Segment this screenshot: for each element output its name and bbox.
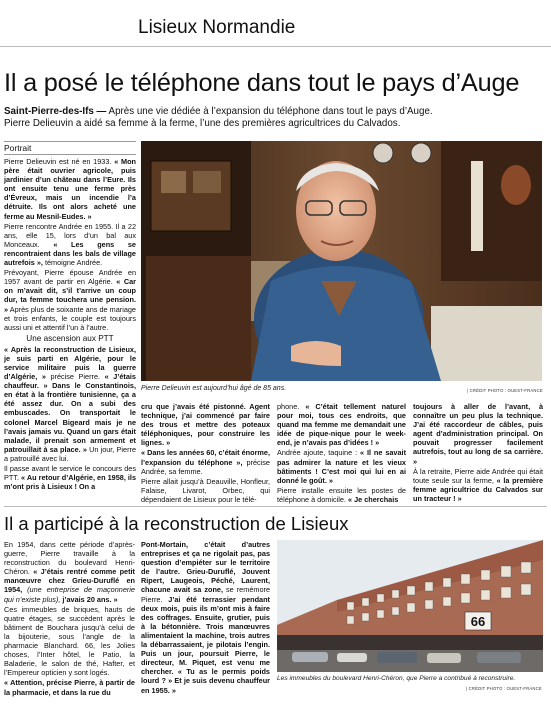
paragraph — [4, 157, 136, 221]
paragraph — [4, 605, 135, 678]
text-run: Pierre rencontre Andrée en 1955. Il a 22 ans, elle 15, lors d’un bal aux Monceaux. — [4, 221, 136, 249]
paragraph — [4, 540, 135, 604]
text-run: Dans le Constantinois, en état à la frontière tunisienne, ça a été assez dur. On a subi des embuscades. On transportait le colonel Marcel Bigeard mais je ne l’avais jamais vu. Quand un gars était malade, il prenait son armement et patrouillait à sa place. » — [4, 381, 136, 454]
text-run: Après plus de soixante ans de mariage et trois enfants, le couple est toujours aussi uni et attentif l’un à l’autre. — [4, 304, 136, 332]
text-run: « Car on m’avait dit, s’il t’arrive un coup dur, ta femme touchera une pension. » — [4, 277, 136, 314]
text-run: phone. — [277, 402, 306, 411]
text-run: Un jour, Pierre a patrouillé avec lui. — [4, 444, 137, 463]
text-run: « Au retour d’Algérie, en 1958, ils m’ont pris à Lisieux ! On a — [4, 473, 136, 492]
paragraph — [413, 402, 543, 466]
paragraph — [277, 402, 406, 447]
portrait-photo — [141, 141, 542, 381]
text-run: « Les gens se rencontraient dans les bals de village autrefois », — [4, 239, 136, 268]
text-run: « Mon père était ouvrier agricole, puis jardinier d’un château dans l’Eure. Ils ont ensuite tenu une ferme près d’Évreux, mais un incendie l’a détruite. Ils ont alors acheté une ferme au Mesnil-Eudes. » — [4, 157, 136, 221]
text-run: précise Pierre. — [45, 372, 105, 382]
article-separator — [4, 506, 547, 507]
text-run: Pierre allait jusqu’à Deauville, Honfleur, Falaise, Livarot, Orbec, qui dépendaient de Lisieux pour le télé- — [141, 476, 270, 504]
paragraph — [4, 222, 136, 267]
text-run: cru que j’avais été pistonné. Agent technique, j’ai commencé par faire des trous et mettre des poteaux téléphoniques, pour construire les lignes. » — [141, 402, 270, 448]
text-run: « J’étais rentré comme petit manœuvre chez Grieu-Duruflé en 1954, — [4, 567, 135, 595]
text-run: J’ai été terrassier pendant deux mois, puis ils m’ont mis à faire des coffrages. Ensuite, grutier, puis à la bétonnière. Trois manœuvres alimentaient la machine, trois autres la débarrassaient, je pilotais l’engin. Puis un jour, poursuit Pierre, le directeur, M. Piquet, est venu me chercher. « Tu as le permis poids lourd ? » Et je suis devenu chauffeur en 1955. » — [141, 594, 270, 695]
portrait-photo-illustration — [141, 141, 542, 381]
paragraph — [277, 448, 406, 484]
text-run: (une entreprise de maçonnerie qui n’existe plus), — [4, 585, 135, 604]
text-run: Il passe avant le service le concours des PTT. — [4, 464, 136, 483]
text-run: « C’était tellement naturel pour moi, tous ces endroits, que quand ma femme me demandait une idée de pique-nique pour le week-end, je n’avais pas d’idées ! » — [277, 402, 406, 448]
text-run: précise Andrée, sa femme. — [141, 457, 270, 476]
text-run: Pierre installe ensuite les postes de téléphone à domicile. — [277, 485, 406, 504]
text-run: Ces immeubles de briques, hauts de quatre étages, se succèdent après le bâtiment de Bouchara jusqu’à celui de la bijouterie, sous l’angle de la pharmacie Blanchard. 66, les Jolies choses, l’Inter hôtel, le Patio, la Baladerie, le salon de thé, Hafter, et l’Empereur opticien y sont logés. — [4, 604, 135, 678]
boulevard-photo-illustration — [277, 540, 543, 672]
boulevard-photo-credit: | CRÉDIT PHOTO : OUEST-FRANCE — [466, 686, 542, 691]
chapo-text: Après une vie dédiée à l’expansion du téléphone dans tout le pays d’Auge. — [106, 106, 433, 117]
article2-column-2 — [141, 540, 270, 696]
text-run: j’avais 20 ans. » — [60, 594, 118, 604]
rubric-label: Portrait — [4, 143, 32, 153]
article2-title: Il a participé à la reconstruction de Lisieux — [4, 513, 349, 534]
portrait-photo-caption: Pierre Delieuvin est aujourd’hui âgé de 85 ans. — [141, 385, 287, 392]
article2-column-1 — [4, 540, 135, 698]
storefront-sign-66: 66 — [470, 614, 486, 629]
rubric-rule-bottom — [4, 154, 136, 155]
paragraph — [4, 268, 136, 332]
text-run: En 1954, dans cette période d’après-guerre, Pierre travaille à la reconstruction du boulevard Henri-Chéron. — [4, 540, 135, 577]
article-title: Il a posé le téléphone dans tout le pays d’Auge — [4, 69, 520, 97]
paragraph — [141, 540, 270, 695]
boulevard-photo — [277, 540, 543, 672]
text-run: « Il ne savait pas admirer la nature et les vieux bâtiments ! C’est moi qui lui en ai donné le goût. » — [277, 448, 407, 485]
subheading-ptt: Une ascension aux PTT — [26, 333, 114, 343]
section-header: Lisieux Normandie — [138, 17, 296, 38]
text-run: Andrée ajoute, taquine : — [277, 448, 360, 458]
dateline: Saint-Pierre-des-Ifs — — [4, 106, 107, 117]
article1-column-4 — [413, 402, 543, 504]
text-run: Pont-Mortain, c’était d’autres entreprises et ça ne rigolait pas, pas question d’empiéter sur le territoire de l’autre. Grieu-Duruflé, Jouvent Ripert, Laugeois, Péché, Laurent, chacune avait sa zone, — [141, 540, 270, 595]
boulevard-photo-caption: Les immeubles du boulevard Henri-Chéron, que Pierre a contribué à reconstruire. — [277, 675, 516, 682]
text-run: « Après la reconstruction de Lisieux, je suis parti en Algérie, pour le service militaire puis la guerre d’Algérie, » — [4, 344, 136, 382]
text-run: toujours à aller de l’avant, à connaître un peu plus la technique. J’ai été raccordeur de câbles, puis agent d’administration principal. On pouvait progresser facilement autrefois, tout au long de sa carrière. » — [413, 402, 543, 466]
paragraph — [4, 345, 136, 463]
paragraph — [4, 464, 136, 491]
text-run: « J’étais chauffeur. » — [4, 372, 136, 391]
text-run: « Attention, précise Pierre, à partir de la pharmacie, et dans la rue du — [4, 678, 135, 697]
text-run: Prévoyant, Pierre épouse Andrée en 1957 avant de partir en Algérie. — [4, 268, 136, 287]
text-run: témoigne Andrée. — [42, 258, 103, 268]
text-run: Pierre Delieuvin est né en 1933. — [4, 157, 115, 166]
text-run: « Je cherchais — [348, 494, 399, 504]
text-run: À la retraite, Pierre aide Andrée qui était toute seule sur la ferme, — [413, 466, 543, 485]
article1-column-3 — [277, 402, 406, 505]
paragraph — [277, 486, 406, 504]
portrait-photo-credit: | CRÉDIT PHOTO : OUEST-FRANCE — [467, 388, 543, 393]
text-run: « la première femme agricultrice du Calvados sur un tracteur ! » — [413, 475, 543, 503]
text-run: « Dans les années 60, c’était énorme, l’expansion du téléphone », — [141, 448, 270, 467]
paragraph — [141, 477, 270, 504]
paragraph — [141, 448, 270, 475]
header-rule — [0, 46, 551, 47]
paragraph — [4, 678, 135, 696]
article1-column-2 — [141, 402, 270, 505]
article1-column-1 — [4, 157, 136, 492]
chapo — [4, 106, 549, 131]
chapo-line2: Pierre Delieuvin a aidé sa femme à la ferme, l’une des premières agricultrices du Calvados. — [4, 118, 401, 130]
text-run: se remémore Pierre. — [141, 585, 270, 604]
paragraph — [413, 467, 543, 503]
rubric-rule-top — [4, 141, 136, 142]
paragraph — [141, 402, 270, 447]
